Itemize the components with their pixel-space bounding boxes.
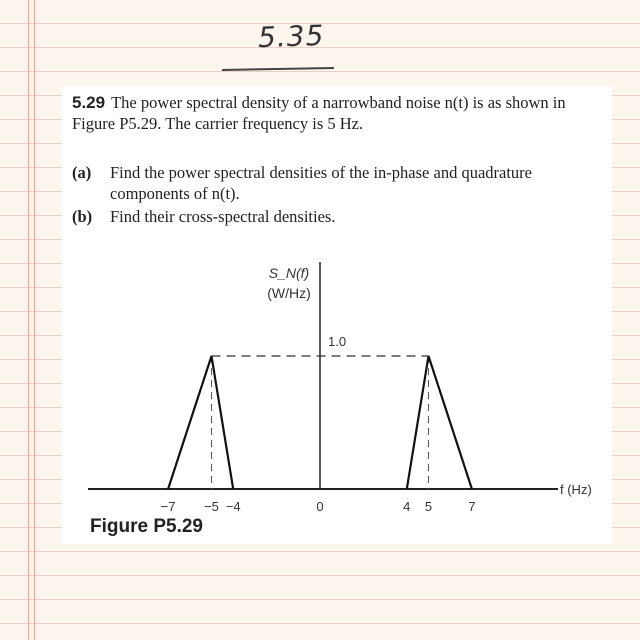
- textbook-excerpt: [62, 86, 612, 544]
- y-axis-label-group: [267, 265, 311, 301]
- x-tick-label-6: 5: [424, 499, 433, 514]
- part-a-text: Find the power spectral densities of the in-phase and quadrature components of n(t).: [110, 163, 532, 203]
- plot-area: [88, 262, 558, 514]
- x-tick-label-3: −4: [225, 499, 241, 514]
- margin-line-left: [28, 0, 29, 640]
- x-tick-label-4: 0: [316, 499, 324, 514]
- y-axis-label: S_N(f): [268, 265, 310, 281]
- y-axis-unit: (W/Hz): [267, 285, 311, 301]
- x-tick-label-7: 7: [468, 499, 476, 514]
- handwritten-underline: [222, 67, 334, 71]
- part-b-text: Find their cross-spectral densities.: [110, 207, 336, 226]
- problem-number: 5.29: [72, 93, 106, 112]
- x-axis-label: f (Hz): [560, 482, 592, 497]
- x-tick-label-1: −7: [160, 499, 176, 514]
- x-tick-label-2: −5: [204, 499, 219, 514]
- psd-figure: [62, 86, 612, 516]
- figure-caption: Figure P5.29: [90, 516, 203, 537]
- part-a-label: (a): [72, 163, 92, 182]
- x-tick-label-5: 4: [403, 499, 411, 514]
- psd-triangle-2: [407, 356, 472, 489]
- handwritten-problem-number: 5.35: [257, 18, 325, 55]
- psd-triangle-1: [168, 356, 233, 489]
- problem-text: The power spectral density of a narrowband noise n(t) is as shown in Figure P5.29. The carrier frequency is 5 Hz.: [72, 93, 566, 133]
- margin-line-right: [34, 0, 35, 640]
- peak-value-label: 1.0: [328, 334, 347, 349]
- part-b-label: (b): [72, 207, 93, 226]
